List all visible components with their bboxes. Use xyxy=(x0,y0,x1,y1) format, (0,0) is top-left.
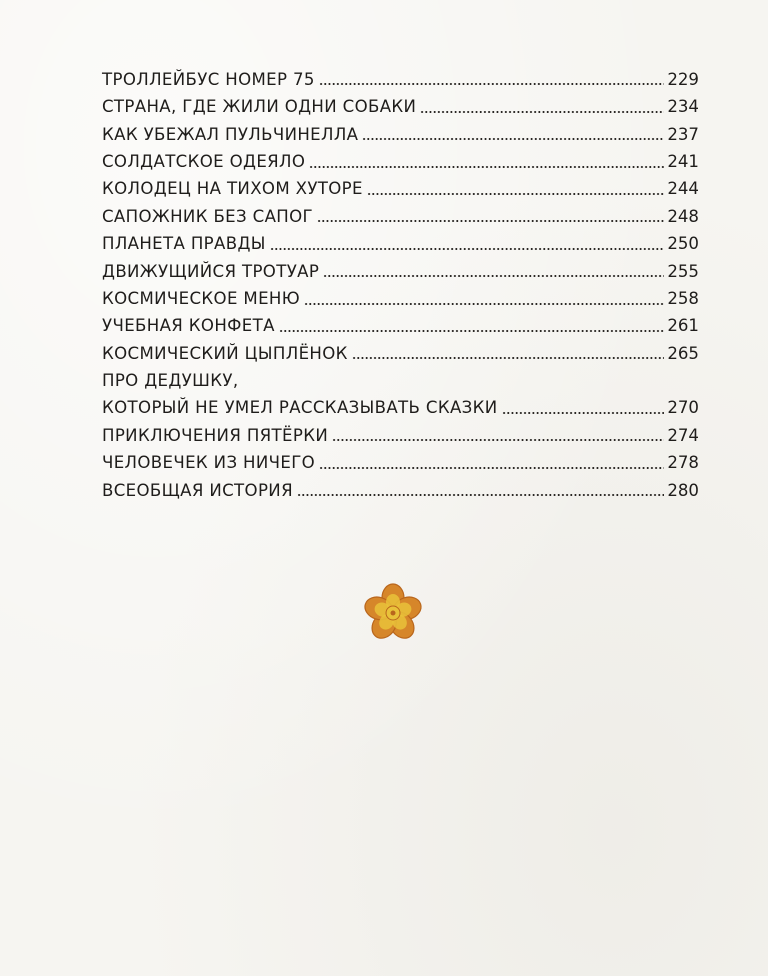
toc-dot-leader xyxy=(367,193,664,195)
toc-entry-first-line xyxy=(102,365,699,392)
toc-entry-page: 250 xyxy=(667,234,699,254)
toc-entry xyxy=(102,393,699,420)
toc-dot-leader xyxy=(319,467,664,469)
toc-entry-page: 244 xyxy=(667,179,699,199)
toc-entry-title: ЧЕЛОВЕЧЕК ИЗ НИЧЕГО xyxy=(102,453,316,473)
flower-icon xyxy=(358,583,428,643)
toc-entry-title: СОЛДАТСКОЕ ОДЕЯЛО xyxy=(102,151,306,171)
toc-entry xyxy=(102,119,699,146)
toc-entry xyxy=(102,256,699,283)
toc-entry-page: 258 xyxy=(667,288,699,308)
toc-entry-title: УЧЕБНАЯ КОНФЕТА xyxy=(102,316,275,336)
toc-entry-title: ПРИКЛЮЧЕНИЯ ПЯТЁРКИ xyxy=(102,425,329,445)
toc-entry-page: 241 xyxy=(667,151,699,171)
toc-entry-page: 234 xyxy=(667,97,699,117)
toc-entry-title: СТРАНА, ГДЕ ЖИЛИ ОДНИ СОБАКИ xyxy=(102,97,417,117)
toc-entry-title: ДВИЖУЩИЙСЯ ТРОТУАР xyxy=(102,261,320,281)
toc-entry-title: КАК УБЕЖАЛ ПУЛЬЧИНЕЛЛА xyxy=(102,124,359,144)
toc-entry-title: ПРО ДЕДУШКУ, xyxy=(102,371,239,391)
toc-entry xyxy=(102,283,699,310)
toc-dot-leader xyxy=(317,220,664,222)
toc-entry-title: КОСМИЧЕСКОЕ МЕНЮ xyxy=(102,288,300,308)
toc-entry-page: 248 xyxy=(667,206,699,226)
toc-entry-page: 237 xyxy=(667,124,699,144)
toc-dot-leader xyxy=(352,357,665,359)
toc-entry-title: САПОЖНИК БЕЗ САПОГ xyxy=(102,206,313,226)
toc-entry xyxy=(102,311,699,338)
toc-entry-page: 255 xyxy=(667,261,699,281)
toc-entry-title: ПЛАНЕТА ПРАВДЫ xyxy=(102,234,266,254)
toc-entry xyxy=(102,228,699,255)
toc-entry-title: ВСЕОБЩАЯ ИСТОРИЯ xyxy=(102,480,293,500)
toc-dot-leader xyxy=(319,83,665,85)
toc-dot-leader xyxy=(332,439,664,441)
toc-dot-leader xyxy=(323,275,664,277)
toc-entry-title: КОТОРЫЙ НЕ УМЕЛ РАССКАЗЫВАТЬ СКАЗКИ xyxy=(102,398,498,418)
toc-dot-leader xyxy=(297,494,664,496)
toc-entry xyxy=(102,447,699,474)
toc-entry-title: КОСМИЧЕСКИЙ ЦЫПЛЁНОК xyxy=(102,343,348,363)
toc-entry xyxy=(102,201,699,228)
toc-entry-page: 280 xyxy=(667,480,699,500)
toc-entry xyxy=(102,420,699,447)
toc-entry-page: 270 xyxy=(667,398,699,418)
toc-entry xyxy=(102,174,699,201)
toc-entry-title: КОЛОДЕЦ НА ТИХОМ ХУТОРЕ xyxy=(102,179,363,199)
toc-entry xyxy=(102,91,699,118)
toc-dot-leader xyxy=(279,330,664,332)
toc-entry-page: 261 xyxy=(667,316,699,336)
toc-entry-page: 274 xyxy=(667,425,699,445)
flower-center-dot xyxy=(391,611,396,616)
toc-dot-leader xyxy=(502,412,665,414)
toc-entry-page: 278 xyxy=(667,453,699,473)
toc-dot-leader xyxy=(309,166,664,168)
toc-dot-leader xyxy=(270,248,665,250)
toc-dot-leader xyxy=(304,303,664,305)
toc-entry xyxy=(102,64,699,91)
table-of-contents xyxy=(102,64,699,502)
toc-dot-leader xyxy=(362,138,664,140)
toc-entry-page: 229 xyxy=(667,69,699,89)
toc-entry-title: ТРОЛЛЕЙБУС НОМЕР 75 xyxy=(102,69,315,89)
toc-entry xyxy=(102,338,699,365)
toc-dot-leader xyxy=(420,111,664,113)
toc-entry xyxy=(102,146,699,173)
toc-entry xyxy=(102,475,699,502)
toc-entry-page: 265 xyxy=(667,343,699,363)
